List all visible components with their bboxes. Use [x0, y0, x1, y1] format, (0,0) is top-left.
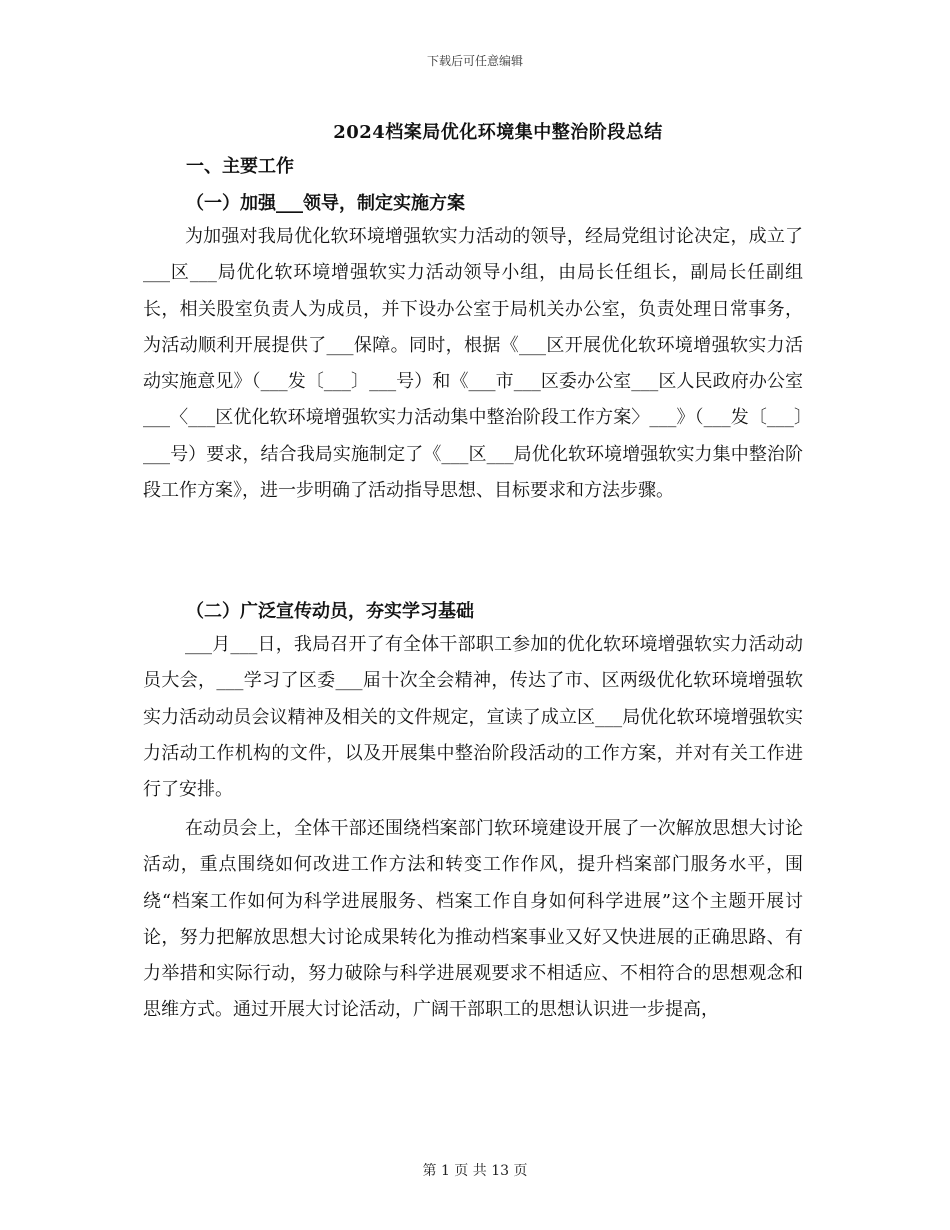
subsection-heading-leadership: （一）加强___领导，制定实施方案	[186, 193, 465, 214]
document-title: 2024档案局优化环境集中整治阶段总结	[333, 122, 663, 143]
subsection-heading-publicity: （二）广泛宣传动员，夯实学习基础	[186, 601, 474, 622]
page-number: 第 1 页 共 13 页	[422, 1163, 528, 1179]
section-heading-main-work: 一、主要工作	[186, 156, 294, 177]
paragraph-leadership: 为加强对我局优化软环境增强软实力活动的领导，经局党组讨论决定，成立了___区___局优化软环境增强软实力活动领导小组，由局长任组长，副局长任副组长，相关股室负责人为成员，并下设办公室于局机关办公室，负责处理日常事务，为活动顺利开展提供了___保障。同时，根据《___区开展优化软环境增强软实力活动实施意见》（___发〔___〕___号）和《___市___区委办公室___区人民政府办公室___〈___区优化软环境增强软实力活动集中整治阶段工作方案〉___》（___发〔___〕___号）要求，结合我局实施制定了《___区___局优化软环境增强软实力集中整治阶段工作方案》，进一步明确了活动指导思想、目标要求和方法步骤。	[143, 226, 803, 502]
paragraph-mobilization-meeting: ___月___日，我局召开了有全体干部职工参加的优化软环境增强软实力活动动员大会，___学习了区委___届十次全会精神，传达了市、区两级优化软环境增强软实力活动动员会议精神及相关的文件规定，宣读了成立区___局优化软环境增强软实力活动工作机构的文件，以及开展集中整治阶段活动的工作方案，并对有关工作进行了安排。	[143, 634, 803, 801]
page-header-note: 下载后可任意编辑	[426, 54, 523, 68]
paragraph-discussion: 在动员会上，全体干部还围绕档案部门软环境建设开展了一次解放思想大讨论活动，重点围绕如何改进工作方法和转变工作作风，提升档案部门服务水平，围绕“档案工作如何为科学进展服务、档案工作自身如何科学进展”这个主题开展讨论，努力把解放思想大讨论成果转化为推动档案事业又好又快进展的正确思路、有力举措和实际行动，努力破除与科学进展观要求不相适应、不相符合的思想观念和思维方式。通过开展大讨论活动，广阔干部职工的思想认识进一步提高，	[143, 818, 803, 1021]
